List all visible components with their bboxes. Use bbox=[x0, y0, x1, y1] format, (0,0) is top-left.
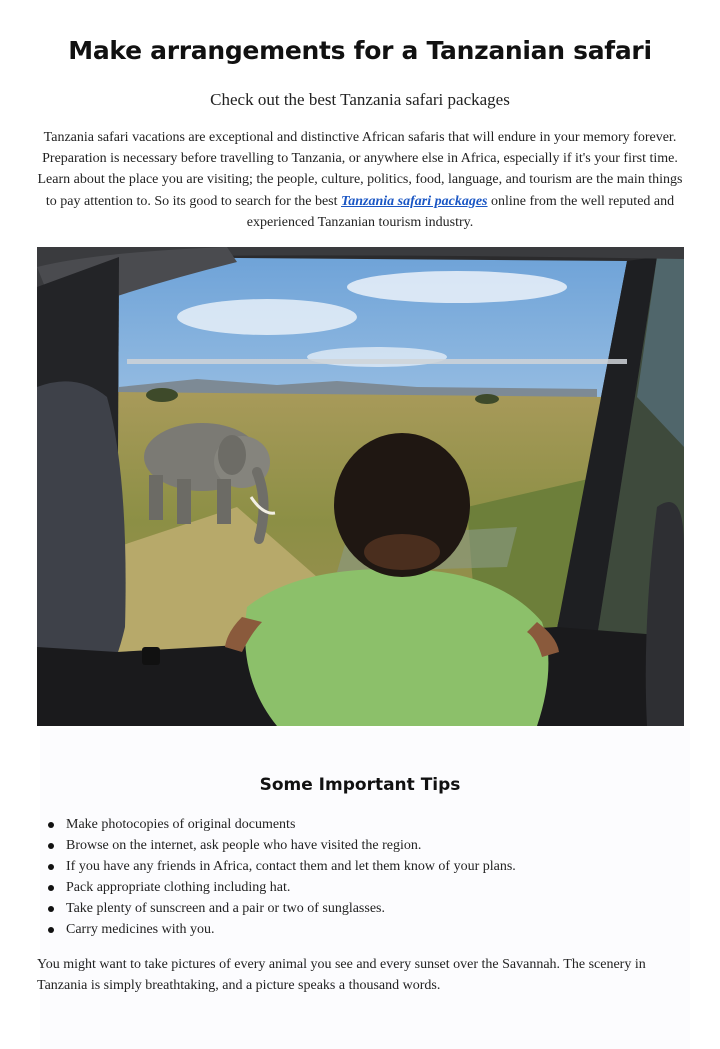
intro-paragraph bbox=[36, 127, 684, 233]
safari-packages-link[interactable]: Tanzania safari packages bbox=[341, 193, 488, 209]
tip-text: Pack appropriate clothing including hat. bbox=[66, 880, 291, 895]
page-title: Make arrangements for a Tanzanian safari bbox=[68, 36, 652, 65]
page-subtitle: Check out the best Tanzania safari packages bbox=[210, 90, 510, 109]
list-item bbox=[44, 898, 684, 919]
bullet-icon bbox=[48, 843, 54, 849]
tips-list bbox=[44, 814, 684, 940]
tip-text: Browse on the internet, ask people who have visited the region. bbox=[66, 838, 422, 853]
tips-heading: Some Important Tips bbox=[259, 775, 461, 795]
tip-text: Take plenty of sunscreen and a pair or two of sunglasses. bbox=[66, 901, 385, 916]
bullet-icon bbox=[48, 927, 54, 933]
tip-text: If you have any friends in Africa, contact them and let them know of your plans. bbox=[66, 859, 516, 874]
bullet-icon bbox=[48, 864, 54, 870]
bullet-icon bbox=[48, 822, 54, 828]
list-item bbox=[44, 835, 684, 856]
list-item bbox=[44, 877, 684, 898]
list-item bbox=[44, 814, 684, 835]
bullet-icon bbox=[48, 885, 54, 891]
intro-text-before-link: Tanzania safari vacations are exceptional and distinctive African safaris that will endure in your memory forever. Preparation is necessary before travelling to Tanzania, or anywhere else in Africa, especially if it's your first time. Learn about the place you are visiting; the people, culture, politics, food, language, and tourism are the main things to pay attention to. So its good to search for the best bbox=[37, 130, 683, 209]
safari-photo bbox=[37, 247, 684, 726]
tip-text: Carry medicines with you. bbox=[66, 922, 215, 937]
closing-paragraph: You might want to take pictures of every animal you see and every sunset over the Savannah. The scenery in Tanzania is simply breathtaking, and a picture speaks a thousand words. bbox=[37, 957, 646, 994]
list-item bbox=[44, 856, 684, 877]
intro-text-after-link: online from the well reputed and experienced Tanzanian tourism industry. bbox=[246, 193, 675, 230]
list-item bbox=[44, 919, 684, 940]
bullet-icon bbox=[48, 906, 54, 912]
tip-text: Make photocopies of original documents bbox=[66, 817, 296, 832]
